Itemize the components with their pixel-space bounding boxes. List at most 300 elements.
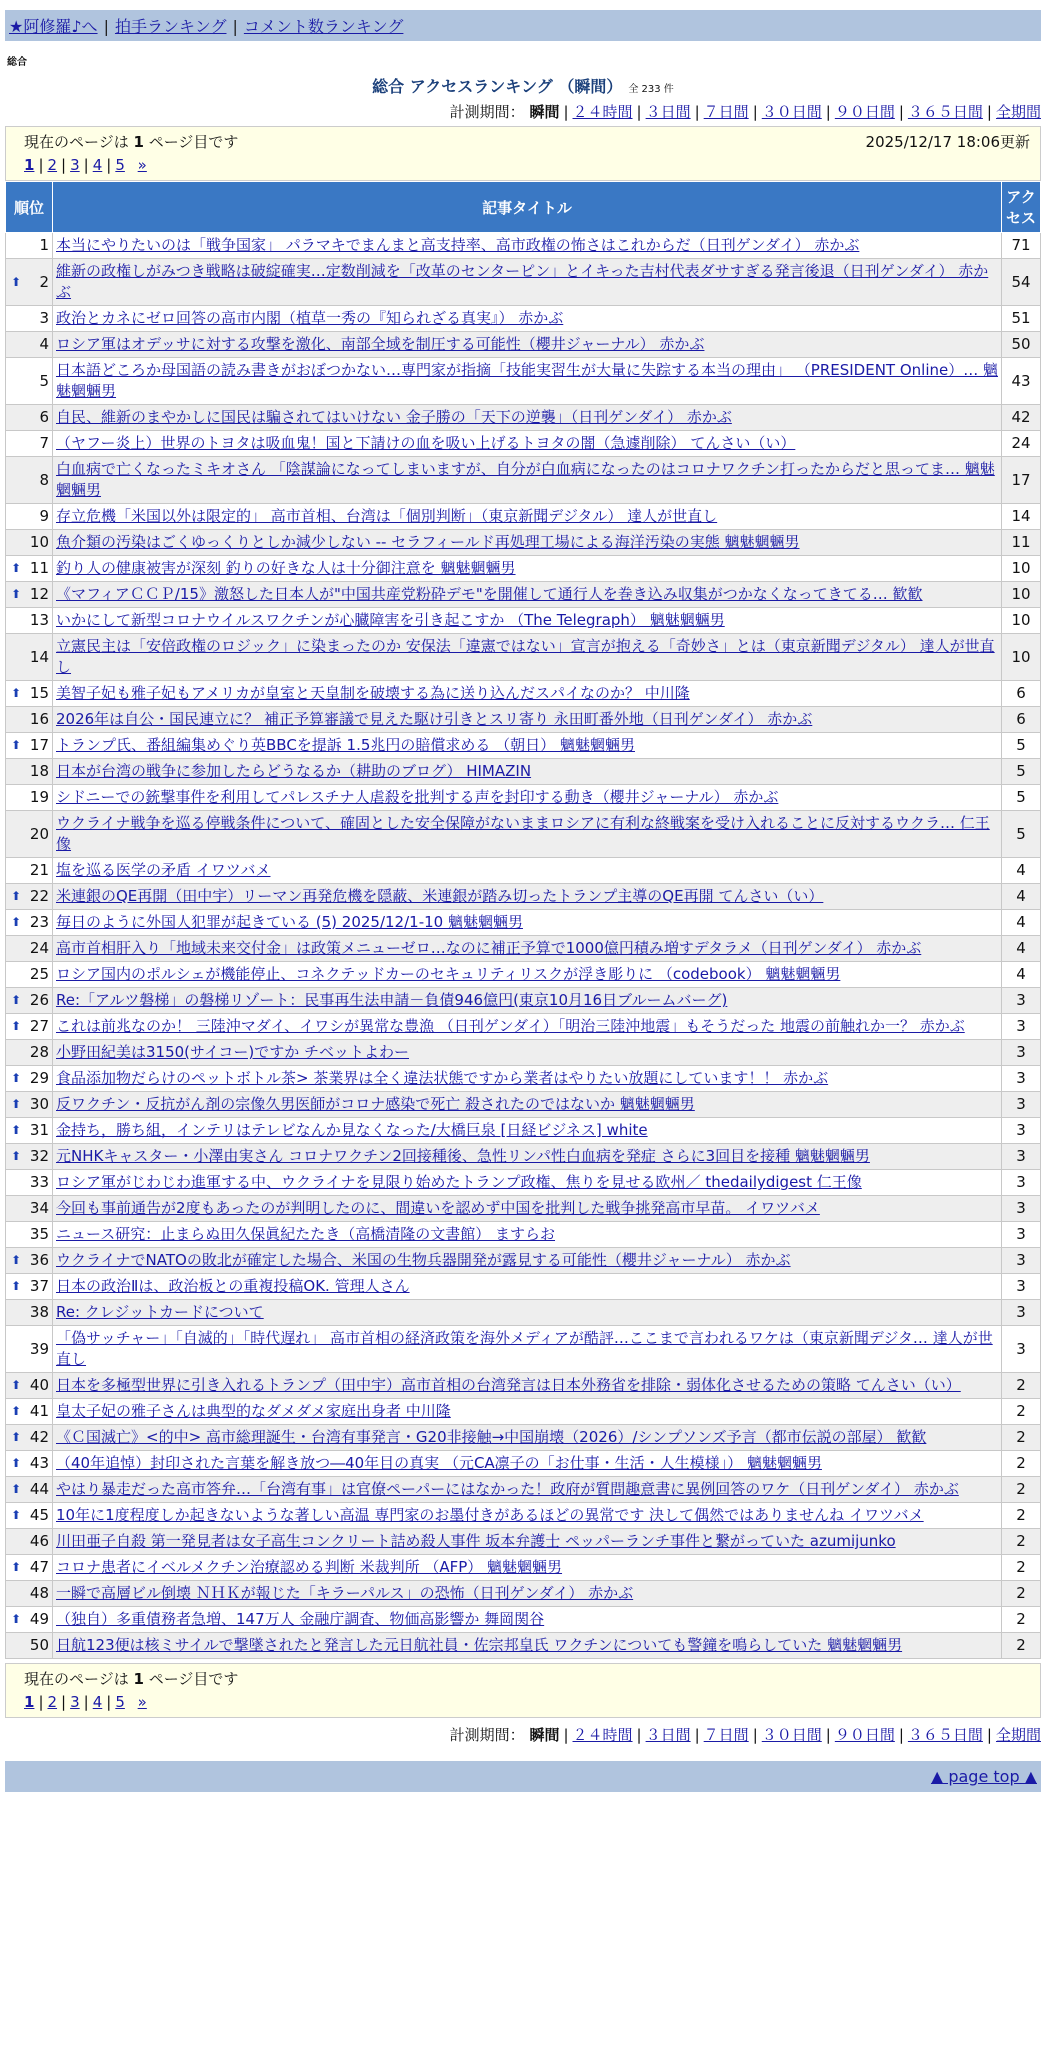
title-cell [53,811,1002,858]
article-link[interactable]: Re:「アルツ磐梯」の磐梯リゾート：民事再生法申請－負債946億円(東京10月16日ブルームバーグ) [56,991,728,1009]
up-arrow-icon: ⬆ [11,1612,22,1626]
up-arrow-icon: ⬆ [11,274,22,289]
rank-number: 3 [39,309,49,327]
access-count: 3 [1002,1326,1041,1373]
article-link[interactable]: 日航123便は核ミサイルで撃墜されたと発言した元日航社員・佐宗邦皇氏 ワクチンについても警鐘を鳴らしていた 魑魅魍魎男 [56,1636,903,1654]
period-24h[interactable]: ２４時間 [572,1726,633,1744]
access-count: 6 [1002,681,1041,707]
title-cell [53,306,1002,332]
rank-number: 8 [39,470,49,489]
period-365d[interactable]: ３６５日間 [907,103,983,121]
period-24h[interactable]: ２４時間 [572,103,633,121]
article-link[interactable]: 本当にやりたいのは「戦争国家」 パラマキでまんまと高支持率、高市政権の怖さはこれからだ（日刊ゲンダイ） 赤かぶ [56,236,860,254]
rank-number: 30 [29,1095,49,1113]
article-link[interactable]: 米連銀のQE再開（田中宇）リーマン再発危機を隠蔽、米連銀が踏み切ったトランプ主導のQE再開 てんさい（い） [56,887,824,905]
rank-cell [6,858,53,884]
title-cell [53,1144,1002,1170]
access-count: 4 [1002,962,1041,988]
rank-cell [6,936,53,962]
title-cell [53,504,1002,530]
access-count: 54 [1002,259,1041,306]
access-count: 51 [1002,306,1041,332]
table-row [6,1118,1041,1144]
page-info-top [5,126,1041,181]
rank-cell [6,1222,53,1248]
title-cell [53,1040,1002,1066]
table-row [6,556,1041,582]
article-link[interactable]: いかにして新型コロナウイルスワクチンが心臓障害を引き起こすか （The Telegraph） 魑魅魍魎男 [56,611,725,629]
rank-cell [6,1581,53,1607]
table-row [6,962,1041,988]
access-count: 11 [1002,530,1041,556]
rank-cell [6,884,53,910]
title-cell [53,1503,1002,1529]
table-row [6,1607,1041,1633]
rank-number: 5 [39,371,49,390]
article-link[interactable]: 《Ｃ国滅亡》<的中> 高市総理誕生・台湾有事発言・G20非接触→中国崩壊（2026）/シンプソンズ予言（都市伝説の部屋） 歓歓 [56,1428,927,1446]
article-link[interactable]: （独自）多重債務者急増、147万人 金融庁調査、物価高影響か 舞岡関谷 [56,1610,545,1628]
article-link[interactable]: 釣り人の健康被害が深刻 釣りの好きな人は十分御注意を 魑魅魍魎男 [56,559,516,577]
table-row [6,233,1041,259]
article-link[interactable]: 今回も事前通告が2度もあったのが判明したのに、間違いを認めず中国を批判した戦争挑発高市早苗。 イワツバメ [56,1199,820,1217]
access-count: 3 [1002,1092,1041,1118]
period-selector: 計測期間： 瞬間 | ２４時間 | ３日間 | ７日間 | ３０日間 | ９０日間 | ３６５日間 | 全期間 [449,103,1041,121]
up-arrow-icon: ⬆ [11,993,22,1007]
article-link[interactable]: 「偽サッチャー」「自滅的」「時代遅れ」 高市首相の経済政策を海外メディアが酷評…ここまで言われるワケは（東京新聞デジタ… 達人が世直し [56,1329,993,1368]
table-row [6,1196,1041,1222]
period-7d[interactable]: ７日間 [703,1726,749,1744]
article-link[interactable]: 白血病で亡くなったミキオさん 「陰謀論になってしまいますが、自分が白血病になったのはコロナワクチン打ったからだと思ってま… 魑魅魍魎男 [56,460,995,499]
rank-number: 42 [29,1428,49,1446]
page-info-bottom [5,1663,1041,1718]
page-link-next[interactable]: » [137,156,147,174]
title-header: 記事タイトル [53,182,1002,233]
table-row [6,1555,1041,1581]
title-cell [53,1118,1002,1144]
title-cell [53,1399,1002,1425]
rank-cell [6,1196,53,1222]
article-link[interactable]: 日本を多極型世界に引き入れるトランプ（田中宇）高市首相の台湾発言は日本外務省を排除・弱体化させるための策略 てんさい（い） [56,1376,961,1394]
page-link-3[interactable]: 3 [70,156,80,174]
period-90d[interactable]: ９０日間 [834,103,895,121]
page-top-link[interactable]: ▲ page top ▲ [930,1767,1037,1786]
article-link[interactable]: 2026年は自公・国民連立に？ 補正予算審議で見えた駆け引きとスリ寄り 永田町番外地（日刊ゲンダイ） 赤かぶ [56,710,813,728]
access-count: 71 [1002,233,1041,259]
access-count: 2 [1002,1399,1041,1425]
up-arrow-icon: ⬆ [11,738,22,752]
period-7d[interactable]: ７日間 [703,103,749,121]
table-row [6,1633,1041,1659]
article-link[interactable]: コロナ患者にイベルメクチン治療認める判断 米裁判所 （AFP） 魑魅魍魎男 [56,1558,563,1576]
period-3d[interactable]: ３日間 [645,1726,691,1744]
up-arrow-icon: ⬆ [11,889,22,903]
access-count: 3 [1002,1196,1041,1222]
page-link-2[interactable]: 2 [47,1693,58,1711]
updated-time: 2025/12/17 18:06更新 [865,133,1030,151]
rank-cell [6,405,53,431]
article-link[interactable]: やはり暴走だった高市答弁…「台湾有事」は官僚ペーパーにはなかった！政府が質問趣意書に異例回答のワケ（日刊ゲンダイ） 赤かぶ [56,1480,959,1498]
article-link[interactable]: シドニーでの銃撃事件を利用してパレスチナ人虐殺を批判する声を封印する動き（櫻井ジャーナル） 赤かぶ [56,788,779,806]
table-row [6,306,1041,332]
article-link[interactable]: 小野田紀美は3150(サイコー)ですか チベットよわー [56,1043,409,1061]
rank-number: 19 [29,788,49,806]
access-count: 4 [1002,858,1041,884]
title-cell [53,1248,1002,1274]
rank-cell [6,1118,53,1144]
title-cell [53,1066,1002,1092]
title-cell [53,1477,1002,1503]
period-90d[interactable]: ９０日間 [834,1726,895,1744]
article-link[interactable]: ウクライナでNATOの敗北が確定した場合、米国の生物兵器開発が露見する可能性（櫻井ジャーナル） 赤かぶ [56,1251,791,1269]
article-link[interactable]: 高市首相肝入り「地域未来交付金」は政策メニューゼロ…なのに補正予算で1000億円積み増すデタラメ（日刊ゲンダイ） 赤かぶ [56,939,922,957]
access-count: 24 [1002,431,1041,457]
rank-number: 1 [39,236,49,254]
up-arrow-icon: ⬆ [11,1019,22,1033]
rank-number: 38 [29,1303,49,1321]
access-count: 3 [1002,988,1041,1014]
title-cell [53,634,1002,681]
article-link[interactable]: （40年追悼）封印された言葉を解き放つ―40年目の真実 （元CA凛子の「お仕事・生活・人生模様」） 魑魅魍魎男 [56,1454,822,1472]
article-link[interactable]: （ヤフー炎上）世界のトヨタは吸血鬼！国と下請けの血を吸い上げるトヨタの闇（急遽削除） てんさい（い） [56,434,796,452]
rank-number: 24 [29,939,49,957]
page-link-next[interactable]: » [137,1693,147,1711]
rank-cell [6,1529,53,1555]
rank-number: 27 [29,1017,49,1035]
period-30d[interactable]: ３０日間 [761,1726,822,1744]
article-link[interactable]: これは前兆なのか！ 三陸沖マダイ、イワシが異常な豊漁 （日刊ゲンダイ）「明治三陸沖地震」もそうだった 地震の前触れか一？ 赤かぶ [56,1017,965,1035]
rank-cell [6,988,53,1014]
page-link-1[interactable]: 1 [24,156,35,174]
access-count: 10 [1002,582,1041,608]
title-cell [53,988,1002,1014]
table-row [6,1425,1041,1451]
title-cell [53,1555,1002,1581]
rank-number: 20 [29,824,49,843]
rank-cell [6,259,53,306]
table-row [6,936,1041,962]
table-row [6,1399,1041,1425]
current-page-text-bottom: 現在のページは 1 ページ目です [24,1670,239,1688]
title-cell [53,530,1002,556]
access-count: 3 [1002,1300,1041,1326]
up-arrow-icon: ⬆ [11,1404,22,1418]
title-cell [53,259,1002,306]
rank-cell [6,759,53,785]
rank-number: 36 [29,1251,49,1269]
rank-number: 17 [29,736,49,754]
rank-cell [6,306,53,332]
rank-header: 順位 [6,182,53,233]
rank-cell [6,1040,53,1066]
article-link[interactable]: ニュース研究：止まらぬ田久保眞紀たたき（高橋清隆の文書館） ますらお [56,1225,556,1243]
access-count: 2 [1002,1555,1041,1581]
rank-number: 49 [29,1610,49,1628]
table-row [6,1170,1041,1196]
access-count: 4 [1002,884,1041,910]
rank-number: 50 [29,1636,49,1654]
page-link-4[interactable]: 4 [92,1693,103,1711]
rank-cell [6,1248,53,1274]
table-row [6,1274,1041,1300]
table-row [6,1477,1041,1503]
up-arrow-icon: ⬆ [11,1071,22,1085]
page-link-4[interactable]: 4 [92,156,103,174]
table-row [6,733,1041,759]
table-row [6,582,1041,608]
period-label: 計測期間： [449,103,525,121]
table-row [6,259,1041,306]
rank-number: 32 [29,1147,49,1165]
table-row [6,1248,1041,1274]
access-count: 10 [1002,556,1041,582]
rank-number: 23 [29,913,49,931]
table-row [6,759,1041,785]
rank-number: 12 [29,585,49,603]
access-count: 3 [1002,1118,1041,1144]
up-arrow-icon: ⬆ [11,561,22,575]
title-cell [53,785,1002,811]
title-cell [53,1170,1002,1196]
rank-number: 16 [29,710,49,728]
access-count: 2 [1002,1425,1041,1451]
period-selector-bottom: 計測期間： 瞬間 | ２４時間 | ３日間 | ７日間 | ３０日間 | ９０日間 | ３６５日間 | 全期間 [449,1726,1041,1744]
table-row [6,1040,1041,1066]
access-header: アクセス [1002,182,1041,233]
up-arrow-icon: ⬆ [11,587,22,601]
table-row [6,1222,1041,1248]
article-link[interactable]: ロシア軍はオデッサに対する攻撃を激化、南部全域を制圧する可能性（櫻井ジャーナル） 赤かぶ [56,335,705,353]
rank-cell [6,1555,53,1581]
rank-cell [6,556,53,582]
access-count: 10 [1002,608,1041,634]
article-link[interactable]: 塩を巡る医学の矛盾 イワツバメ [56,861,271,879]
article-link[interactable]: ロシア国内のポルシェが機能停止、コネクテッドカーのセキュリティリスクが浮き彫りに （codebook） 魑魅魍魎男 [56,965,841,983]
rank-cell [6,1300,53,1326]
table-row [6,1300,1041,1326]
title-cell [53,1373,1002,1399]
rank-number: 25 [29,965,49,983]
up-arrow-icon: ⬆ [11,1123,22,1137]
rank-number: 26 [29,991,49,1009]
article-link[interactable]: 《マフィアＣＣＰ/15》激怒した日本人が"中国共産党粉砕デモ"を開催して通行人を巻き込み収集がつかなくなってきてる… 歓歓 [56,585,923,603]
title-cell [53,457,1002,504]
title-cell [53,1300,1002,1326]
page-link-2[interactable]: 2 [47,156,58,174]
article-link[interactable]: 存立危機「米国以外は限定的」 高市首相、台湾は「個別判断」（東京新聞デジタル） 達人が世直し [56,507,718,525]
access-count: 14 [1002,504,1041,530]
title-cell [53,1529,1002,1555]
access-count: 2 [1002,1529,1041,1555]
title-cell [53,233,1002,259]
period-30d[interactable]: ３０日間 [761,103,822,121]
article-link[interactable]: 10年に1度程度しか起きないような著しい高温 専門家のお墨付きがあるほどの異常です 決して偶然ではありませんね イワツバメ [56,1506,924,1524]
title-cell [53,1222,1002,1248]
rank-number: 43 [29,1454,49,1472]
access-count: 5 [1002,811,1041,858]
rank-number: 28 [29,1043,49,1061]
access-count: 3 [1002,1222,1041,1248]
rank-number: 44 [29,1480,49,1498]
access-count: 5 [1002,759,1041,785]
rank-number: 15 [29,684,49,702]
article-link[interactable]: 日本の政治Ⅱは、政治板との重複投稿OK. 管理人さん [56,1277,410,1295]
article-link[interactable]: 反ワクチン・反抗がん剤の宗像久男医師がコロナ感染で死亡 殺されたのではないか 魑魅魍魎男 [56,1095,695,1113]
table-row [6,530,1041,556]
nav-link-clap-ranking[interactable]: 拍手ランキング [114,17,227,36]
rank-cell [6,1170,53,1196]
rank-number: 29 [29,1069,49,1087]
access-count: 4 [1002,910,1041,936]
rank-cell [6,457,53,504]
rank-number: 4 [39,335,49,353]
access-count: 2 [1002,1451,1041,1477]
title-cell [53,962,1002,988]
access-count: 3 [1002,1040,1041,1066]
rank-cell [6,608,53,634]
up-arrow-icon: ⬆ [11,1279,22,1293]
title-cell [53,1326,1002,1373]
rank-number: 45 [29,1506,49,1524]
table-row [6,1451,1041,1477]
table-row [6,707,1041,733]
rank-number: 37 [29,1277,49,1295]
rank-cell [6,811,53,858]
article-link[interactable]: 金持ち，勝ち組，インテリはテレビなんか見なくなった/大橋巨泉 [日経ビジネス] white [56,1121,648,1139]
table-row [6,988,1041,1014]
period-current: 瞬間 [529,103,560,121]
article-link[interactable]: 毎日のように外国人犯罪が起きている (5) 2025/12/1-10 魑魅魍魎男 [56,913,523,931]
article-link[interactable]: 政治とカネにゼロ回答の高市内閣（植草一秀の『知られざる真実』） 赤かぶ [56,309,564,327]
up-arrow-icon: ⬆ [11,1456,22,1470]
nav-link-comment-ranking[interactable]: コメント数ランキング [243,17,404,36]
article-link[interactable]: 立憲民主は「安倍政権のロジック」に染まったのか 安保法「違憲ではない」宣言が抱える「奇妙さ」とは（東京新聞デジタル） 達人が世直し [56,637,995,676]
rank-cell [6,733,53,759]
period-3d[interactable]: ３日間 [645,103,691,121]
table-row [6,811,1041,858]
title-cell [53,936,1002,962]
title-cell [53,858,1002,884]
article-link[interactable]: ロシア軍がじわじわ進軍する中、ウクライナを見限り始めたトランプ政権、焦りを見せる欧州／ thedailydigest 仁王像 [56,1173,862,1191]
title-cell [53,910,1002,936]
table-row [6,608,1041,634]
rank-number: 21 [29,861,49,879]
rank-cell [6,504,53,530]
title-cell [53,332,1002,358]
page-title-text: 総合 アクセスランキング （瞬間） [372,77,623,96]
rank-number: 41 [29,1402,49,1420]
access-count: 6 [1002,707,1041,733]
rank-cell [6,785,53,811]
article-link[interactable]: トランプ氏、番組編集めぐり英BBCを提訴 1.5兆円の賠償求める （朝日） 魑魅魍魎男 [56,736,635,754]
article-link[interactable]: 元NHKキャスター・小澤由実さん コロナワクチン2回接種後、急性リンパ性白血病を発症 さらに3回目を接種 魑魅魍魎男 [56,1147,870,1165]
page-link-5[interactable]: 5 [115,1693,125,1711]
article-link[interactable]: 日本が台湾の戦争に参加したらどうなるか（耕助のブログ） HIMAZIN [56,762,532,780]
rank-number: 13 [29,611,49,629]
table-row [6,681,1041,707]
access-count: 43 [1002,358,1041,405]
rank-cell [6,1399,53,1425]
rank-number: 47 [29,1558,49,1576]
access-count: 17 [1002,457,1041,504]
up-arrow-icon: ⬆ [11,1508,22,1522]
up-arrow-icon: ⬆ [11,686,22,700]
page-title [5,74,1041,97]
access-count: 42 [1002,405,1041,431]
table-row [6,1326,1041,1373]
table-row [6,457,1041,504]
article-link[interactable]: Re: クレジットカードについて [56,1303,264,1321]
rank-number: 35 [29,1225,49,1243]
article-link[interactable]: 維新の政権しがみつき戦略は破綻確実…定数削減を「改革のセンターピン」とイキった吉村代表ダサすぎる発言後退（日刊ゲンダイ） 赤かぶ [56,262,989,301]
table-row [6,1503,1041,1529]
rank-cell [6,1451,53,1477]
pagination-bottom: 1 | 2 | 3 | 4 | 5 » [24,1693,147,1711]
table-row [6,884,1041,910]
rank-cell [6,582,53,608]
title-cell [53,733,1002,759]
access-count: 2 [1002,1477,1041,1503]
rank-cell [6,1503,53,1529]
article-link[interactable]: 食品添加物だらけのペットボトル茶> 茶業界は全く違法状態ですから業者はやりたい放題にしています！！ 赤かぶ [56,1069,829,1087]
nav-link-home[interactable]: ★阿修羅♪へ [9,17,98,36]
article-link[interactable]: 自民、維新のまやかしに国民は騙されてはいけない 金子勝の「天下の逆襲」（日刊ゲンダイ） 赤かぶ [56,408,732,426]
access-count: 2 [1002,1373,1041,1399]
article-link[interactable]: 美智子妃も雅子妃もアメリカが皇室と天皇制を破壊する為に送り込んだスパイなのか？ 中川隆 [56,684,690,702]
title-cell [53,1196,1002,1222]
title-cell [53,1092,1002,1118]
table-row [6,431,1041,457]
page-link-5[interactable]: 5 [115,156,125,174]
access-count: 5 [1002,733,1041,759]
rank-number: 11 [29,559,49,577]
table-row [6,332,1041,358]
article-link[interactable]: ウクライナ戦争を巡る停戦条件について、確固とした安全保障がないままロシアに有利な終戦案を受け入れることに反対するウクラ… 仁王像 [56,814,990,853]
article-link[interactable]: 皇太子妃の雅子さんは典型的なダメダメ家庭出身者 中川隆 [56,1402,451,1420]
rank-number: 39 [29,1339,49,1358]
table-row [6,910,1041,936]
table-row [6,1014,1041,1040]
article-link[interactable]: 一瞬で高層ビル倒壊 ＮＨＫが報じた「キラーパルス」の恐怖（日刊ゲンダイ） 赤かぶ [56,1584,634,1602]
title-cell [53,1607,1002,1633]
rank-number: 31 [29,1121,49,1139]
period-365d[interactable]: ３６５日間 [907,1726,983,1744]
article-link[interactable]: 魚介類の汚染はごくゆっくりとしか減少しない -- セラフィールド再処理工場による海洋汚染の実態 魑魅魍魎男 [56,533,800,551]
rank-number: 34 [29,1199,49,1217]
page-link-3[interactable]: 3 [70,1693,80,1711]
up-arrow-icon: ⬆ [11,1149,22,1163]
rank-number: 6 [39,408,49,426]
up-arrow-icon: ⬆ [11,1430,22,1444]
rank-number: 7 [39,434,49,452]
article-link[interactable]: 川田亜子自殺 第一発見者は女子高生コンクリート詰め殺人事件 坂本弁護士 ペッパーランチ事件と繋がっていた azumijunko [56,1532,896,1550]
title-cell [53,1274,1002,1300]
rank-cell [6,962,53,988]
period-all[interactable]: 全期間 [995,1726,1041,1744]
access-count: 2 [1002,1633,1041,1659]
rank-cell [6,1092,53,1118]
title-cell [53,1451,1002,1477]
rank-cell [6,233,53,259]
title-cell [53,431,1002,457]
table-row [6,858,1041,884]
page-link-1[interactable]: 1 [24,1693,35,1711]
access-count: 3 [1002,1274,1041,1300]
access-count: 2 [1002,1503,1041,1529]
rank-number: 9 [39,507,49,525]
title-cell [53,405,1002,431]
period-all[interactable]: 全期間 [995,103,1041,121]
article-link[interactable]: 日本語どころか母国語の読み書きがおぼつかない…専門家が指摘「技能実習生が大量に失踪する本当の理由」 （PRESIDENT Online）… 魑魅魍魎男 [56,361,998,400]
